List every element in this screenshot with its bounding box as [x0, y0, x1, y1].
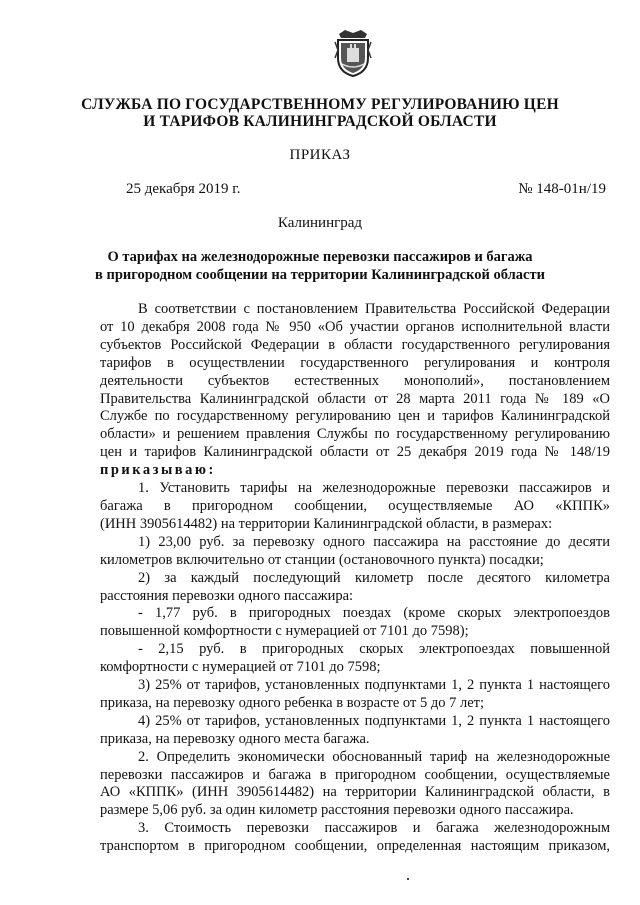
- document-date: 25 декабря 2019 г.: [126, 181, 241, 197]
- body-line: - 2,15 руб. в пригородных скорых электропоездах повышенной: [138, 641, 610, 658]
- body-line: расстояния перевозки одного пассажира:: [100, 587, 354, 604]
- body-line: 3) 25% от тарифов, установленных подпунктами 1, 2 пункта 1 настоящего: [138, 677, 610, 694]
- org-name-line2: И ТАРИФОВ КАЛИНИНГРАДСКОЙ ОБЛАСТИ: [143, 113, 497, 130]
- body-line: приказа, на перевозку одного места багажа.: [100, 730, 370, 747]
- body-line: области» и решением правления Службы по государственному регулированию: [100, 426, 610, 443]
- body-line: перевозки пассажиров и багажа в пригородном сообщении, осуществляемые: [100, 766, 610, 783]
- body-line: багажа в пригородном сообщении, осуществляемые АО «КППК»: [100, 497, 610, 514]
- body-line: Правительства Калининградской области от 28 марта 2011 года № 189 «О: [100, 390, 610, 407]
- document-body: [100, 301, 610, 856]
- body-line: 2. Определить экономически обоснованный тариф на железнодорожные: [138, 748, 610, 765]
- body-line: цен и тарифов Калининградской области от 25 декабря 2019 года № 148/19: [100, 444, 610, 461]
- body-line: АО «КППК» (ИНН 3905614482) на территории Калининградской области, в: [100, 784, 610, 801]
- body-line: транспортом в пригородном сообщении, определенная настоящим приказом,: [100, 838, 610, 855]
- body-line: тарифов в осуществлении государственного регулирования и контроля: [100, 354, 610, 371]
- body-line: 1. Установить тарифы на железнодорожные перевозки пассажиров и: [138, 480, 610, 497]
- body-line: 2) за каждый последующий километр после десятого километра: [138, 569, 610, 586]
- body-line: 3. Стоимость перевозки пассажиров и багажа железнодорожным: [138, 820, 610, 837]
- coat-of-arms-icon: [333, 28, 373, 78]
- order-verb: приказываю:: [100, 462, 216, 479]
- body-line: субъектов Российской Федерации в области государственного регулирования: [100, 336, 610, 353]
- body-line: 4) 25% от тарифов, установленных подпунктами 1, 2 пункта 1 настоящего: [138, 712, 610, 729]
- body-line: размере 5,06 руб. за один километр расстояния перевозки одного пассажира.: [100, 802, 574, 819]
- body-line: деятельности субъектов естественных монополий», постановлением: [100, 372, 610, 389]
- body-line: Службе по государственному регулированию цен и тарифов Калининградской: [100, 408, 610, 425]
- body-line: (ИНН 3905614482) на территории Калининградской области, в размерах:: [100, 515, 553, 532]
- document-number: № 148-01н/19: [518, 181, 606, 197]
- document-city: Калининград: [277, 215, 363, 231]
- body-line: - 1,77 руб. в пригородных поездах (кроме скорых электропоездов: [138, 605, 610, 622]
- body-line: километров включительно от станции (остановочного пункта) посадки;: [100, 551, 544, 568]
- page-mark: [407, 878, 409, 880]
- body-line: от 10 декабря 2008 года № 950 «Об участии органов исполнительной власти: [100, 318, 610, 335]
- subject-line2: в пригородном сообщении на территории Калининградской области: [95, 267, 545, 283]
- org-name-line1: СЛУЖБА ПО ГОСУДАРСТВЕННОМУ РЕГУЛИРОВАНИЮ ЦЕН: [81, 96, 559, 113]
- body-line: В соответствии с постановлением Правительства Российской Федерации: [138, 301, 610, 317]
- document-type: ПРИКАЗ: [289, 147, 351, 163]
- body-line: 1) 23,00 руб. за перевозку одного пассажира на расстояние до десяти: [138, 533, 610, 550]
- body-line: приказа, на перевозку одного ребенка в возрасте от 5 до 7 лет;: [100, 694, 484, 711]
- body-line: комфортности с нумерацией от 7101 до 7598;: [100, 659, 381, 676]
- subject-line1: О тарифах на железнодорожные перевозки пассажиров и багажа: [107, 249, 533, 265]
- body-line: повышенной комфортности с нумерацией от 7101 до 7598);: [100, 623, 469, 640]
